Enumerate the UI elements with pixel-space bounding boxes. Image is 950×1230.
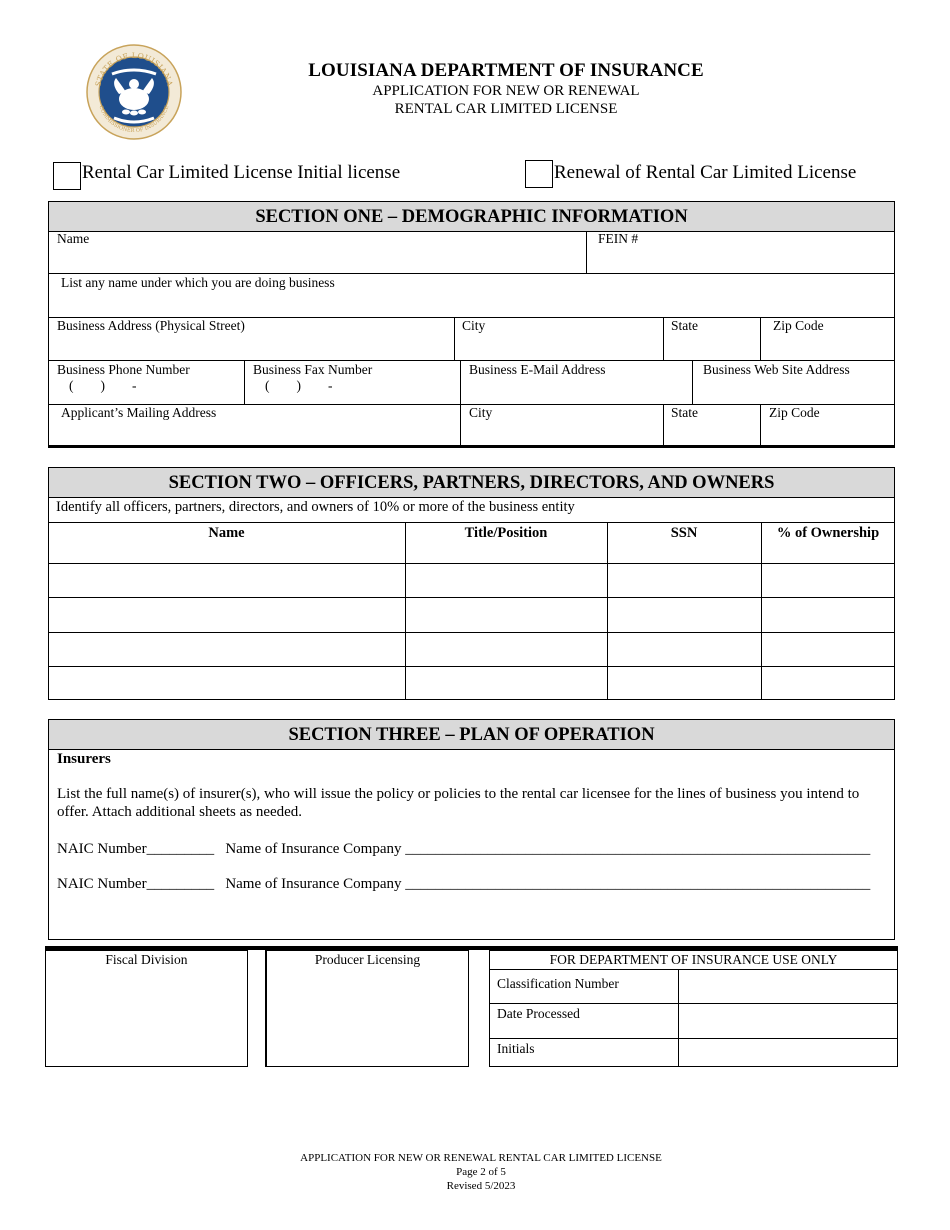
divider — [48, 360, 895, 361]
initial-license-label: Rental Car Limited License Initial license — [82, 162, 401, 183]
initial-license-checkbox[interactable] — [53, 162, 81, 190]
mailing-zip-field[interactable]: Zip Code — [769, 405, 820, 420]
fiscal-division-label: Fiscal Division — [105, 952, 188, 967]
table-row[interactable] — [49, 598, 894, 632]
seal-text-bottom: COMMISSIONER OF INSURANCE — [97, 104, 171, 135]
footer-page-number: Page 2 of 5 — [456, 1166, 506, 1178]
section-two-title: SECTION TWO – OFFICERS, PARTNERS, DIRECTORS, AND OWNERS — [49, 468, 894, 498]
section-three-plan — [48, 719, 895, 940]
section-one-title: SECTION ONE – DEMOGRAPHIC INFORMATION — [49, 202, 894, 232]
insurers-heading: Insurers — [57, 751, 111, 767]
column-header-ownership: % of Ownership — [776, 525, 880, 541]
dba-field[interactable]: List any name under which you are doing business — [61, 275, 335, 290]
seal-text-top: STATE OF LOUISIANA — [93, 50, 175, 88]
business-phone-template: ( ) - — [69, 378, 137, 393]
divider — [48, 522, 895, 523]
business-fax-template: ( ) - — [265, 378, 333, 393]
department-use-heading: FOR DEPARTMENT OF INSURANCE USE ONLY — [549, 952, 838, 967]
insurers-instruction: List the full name(s) of insurer(s), who will issue the policy or policies to the rental car licensee for the lines of business you intend to offer. Attach additional sheets as needed. — [57, 786, 860, 820]
section-three-title: SECTION THREE – PLAN OF OPERATION — [49, 720, 894, 750]
column-header-title: Title/Position — [464, 525, 548, 541]
mailing-address-field[interactable]: Applicant’s Mailing Address — [61, 405, 217, 420]
renewal-license-label: Renewal of Rental Car Limited License — [554, 162, 857, 183]
column-header-ssn: SSN — [670, 525, 698, 541]
producer-licensing-label: Producer Licensing — [314, 952, 421, 967]
divider — [586, 231, 587, 273]
business-city-field[interactable]: City — [462, 318, 486, 333]
initials-field[interactable] — [679, 1039, 897, 1066]
footer-revision: Revised 5/2023 — [446, 1180, 516, 1192]
louisiana-seal-logo — [86, 44, 182, 140]
business-website-field[interactable]: Business Web Site Address — [703, 362, 850, 377]
date-processed-field[interactable] — [679, 1004, 897, 1038]
initials-label: Initials — [497, 1041, 535, 1056]
divider — [244, 360, 245, 404]
business-state-field[interactable]: State — [671, 318, 698, 333]
divider — [692, 360, 693, 404]
divider — [760, 404, 761, 446]
divider — [48, 273, 895, 274]
renewal-license-checkbox[interactable] — [525, 160, 553, 188]
business-email-field[interactable]: Business E-Mail Address — [469, 362, 606, 377]
mailing-city-field[interactable]: City — [469, 405, 493, 420]
business-address-field[interactable]: Business Address (Physical Street) — [57, 318, 245, 333]
classification-number-field[interactable] — [679, 970, 897, 1003]
table-row[interactable] — [49, 667, 894, 699]
column-header-name: Name — [208, 525, 245, 541]
mailing-state-field[interactable]: State — [671, 405, 698, 420]
divider — [760, 317, 761, 360]
naic-entry-line-2[interactable]: NAIC Number_________ Name of Insurance Company ______________________________________________________________ — [57, 876, 871, 892]
table-row[interactable] — [49, 564, 894, 597]
business-zip-field[interactable]: Zip Code — [773, 318, 824, 333]
business-phone-field[interactable]: Business Phone Number — [57, 362, 190, 377]
footer-form-name: APPLICATION FOR NEW OR RENEWAL RENTAL CAR LIMITED LICENSE — [300, 1152, 662, 1164]
business-fax-field[interactable]: Business Fax Number — [253, 362, 373, 377]
section-two-instruction: Identify all officers, partners, directors, and owners of 10% or more of the business entity — [56, 499, 575, 515]
divider — [460, 404, 461, 446]
date-processed-label: Date Processed — [497, 1006, 580, 1021]
divider — [454, 317, 455, 360]
divider — [460, 360, 461, 404]
divider — [663, 404, 664, 446]
fein-field[interactable]: FEIN # — [598, 231, 639, 246]
form-subtitle-line2: RENTAL CAR LIMITED LICENSE — [394, 101, 618, 117]
classification-number-label: Classification Number — [497, 976, 619, 991]
form-subtitle-line1: APPLICATION FOR NEW OR RENEWAL — [372, 83, 640, 99]
naic-entry-line-1[interactable]: NAIC Number_________ Name of Insurance Company ______________________________________________________________ — [57, 841, 871, 857]
department-title: LOUISIANA DEPARTMENT OF INSURANCE — [308, 60, 704, 81]
divider — [663, 317, 664, 360]
divider — [48, 445, 895, 448]
table-row[interactable] — [49, 633, 894, 666]
name-field[interactable]: Name — [57, 231, 90, 246]
